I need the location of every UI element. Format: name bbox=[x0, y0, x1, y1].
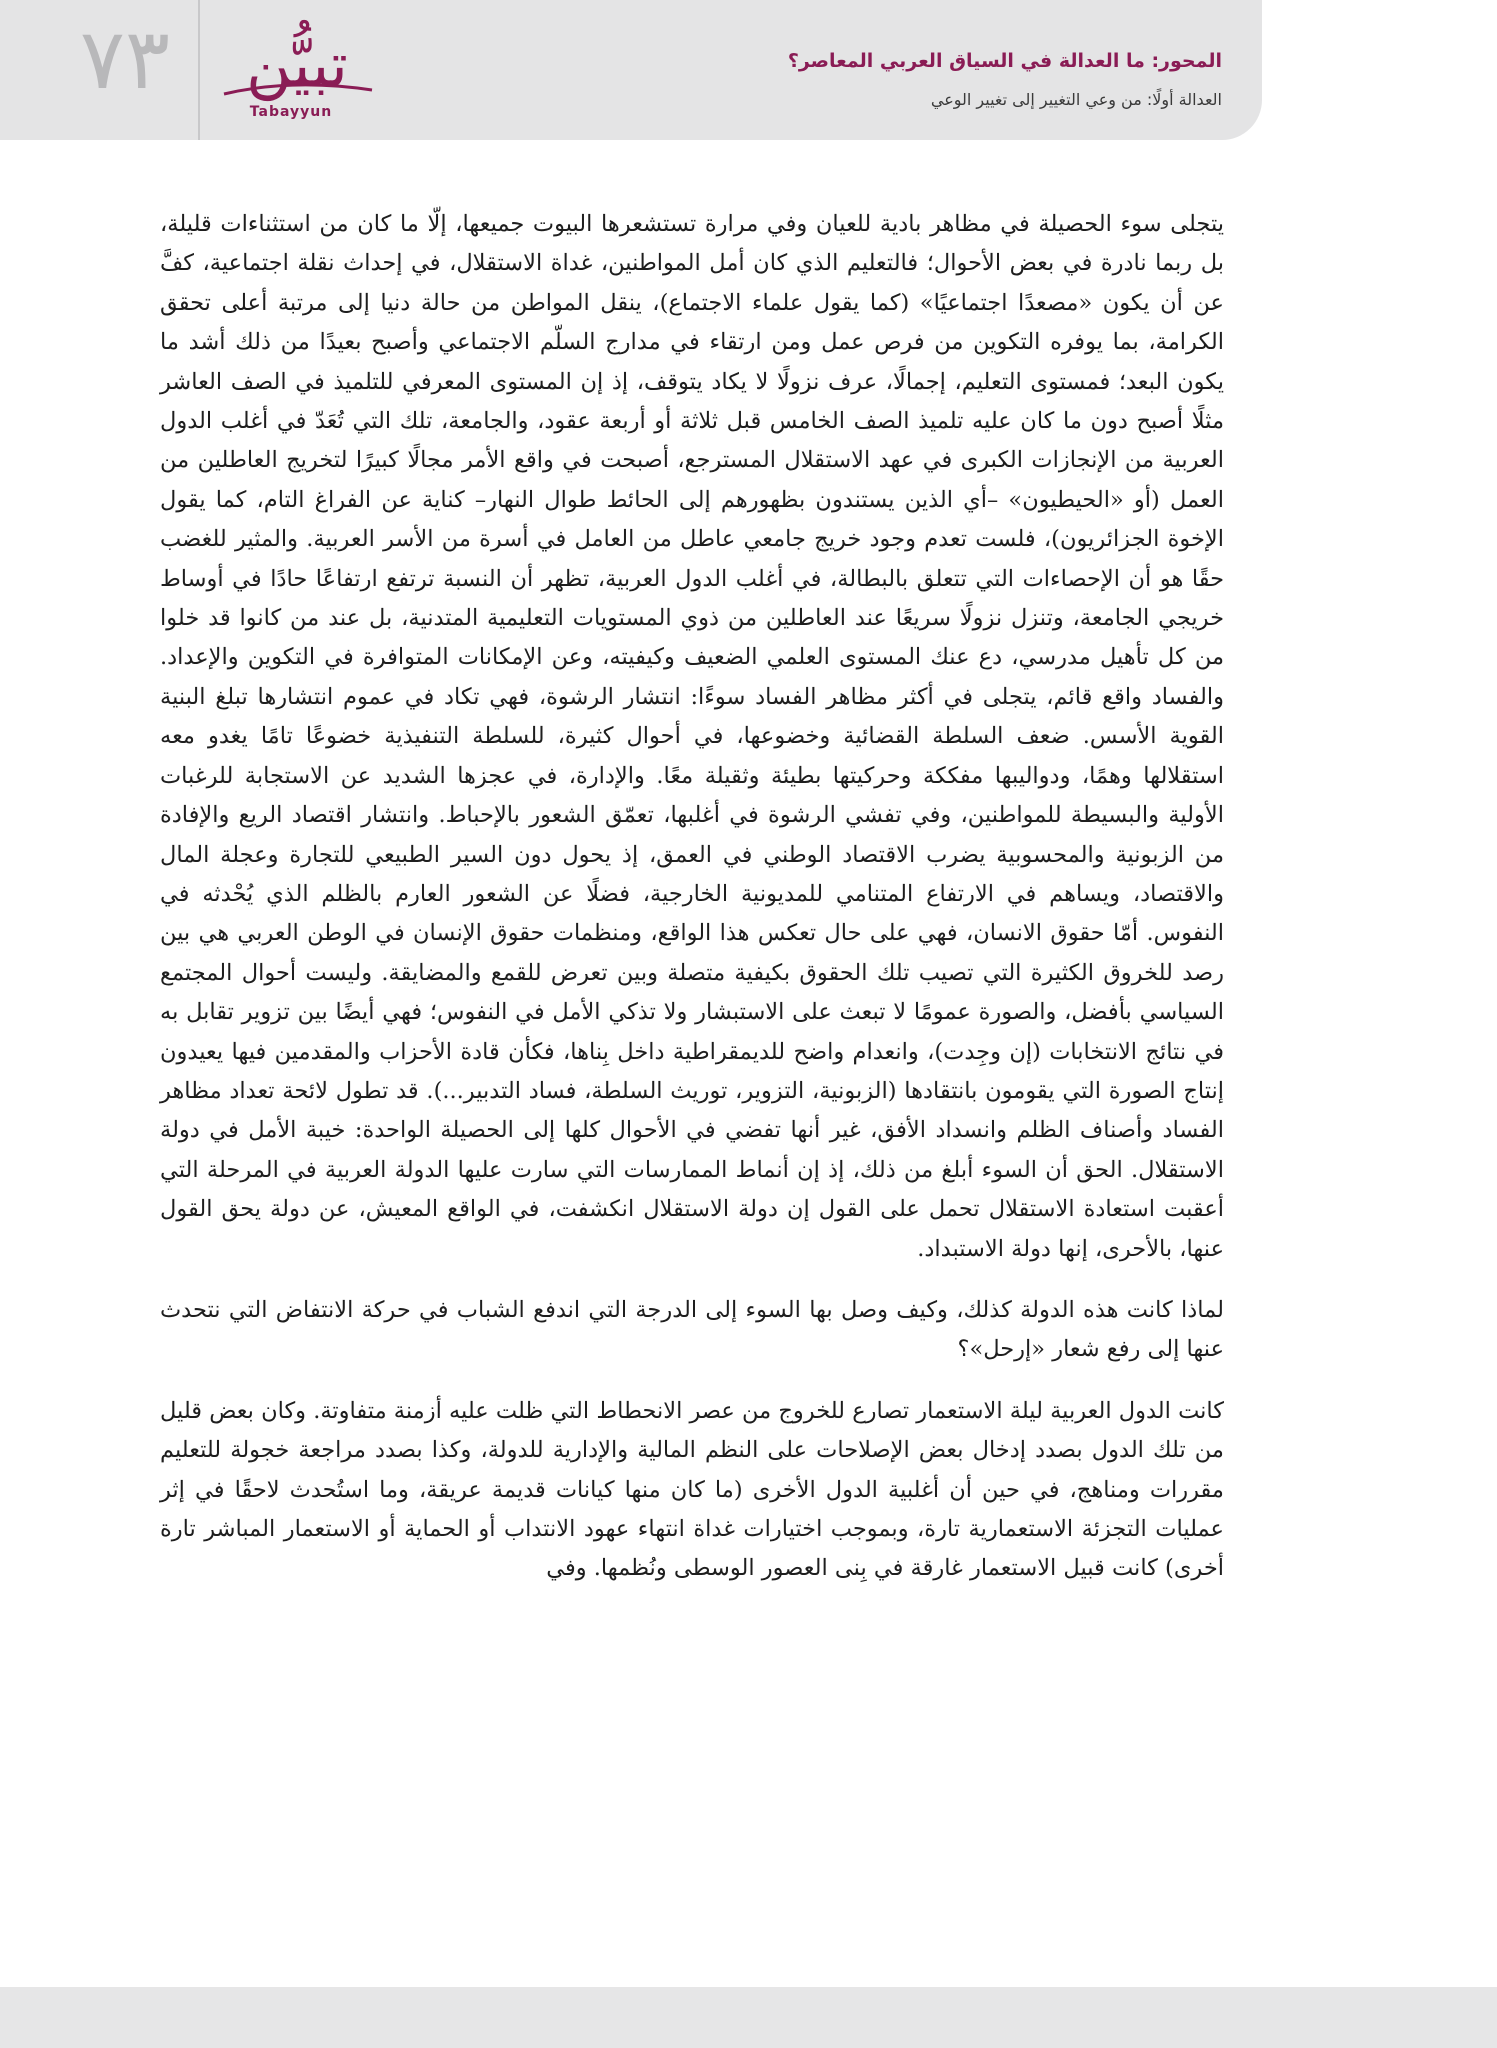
page-header bbox=[0, 0, 1262, 140]
journal-logo bbox=[212, 18, 382, 130]
paragraph-1: يتجلى سوء الحصيلة في مظاهر بادية للعيان وفي مرارة تستشعرها البيوت جميعها، إلّا ما كان من استثناءات قليلة، بل ربما نادرة في بعض الأحوال؛ فالتعليم الذي كان أمل المواطنين، غداة الاستقلال، في إحداث نقلة اجتماعية، كفَّ عن أن يكون «مصعدًا اجتماعيًا» (كما يقول علماء الاجتماع)، ينقل المواطن من حالة دنيا إلى مرتبة أعلى تحقق الكرامة، بما يوفره التكوين من فرص عمل ومن ارتقاء في مدارج السلّم الاجتماعي وأصبح بعيدًا من ذلك أشد ما يكون البعد؛ فمستوى التعليم، إجمالًا، عرف نزولًا لا يكاد يتوقف، إذ إن المستوى المعرفي للتلميذ في الصف العاشر مثلًا أصبح دون ما كان عليه تلميذ الصف الخامس قبل ثلاثة أو أربعة عقود، والجامعة، تلك التي تُعَدّ في أغلب الدول العربية من الإنجازات الكبرى في عهد الاستقلال المسترجع، أصبحت في واقع الأمر مجالًا كبيرًا لتخريج العاطلين من العمل (أو «الحيطيون» –أي الذين يستندون بظهورهم إلى الحائط طوال النهار– كناية عن الفراغ التام، كما يقول الإخوة الجزائريون)، فلست تعدم وجود خريج جامعي عاطل من العامل في أسرة من الأسر العربية. والمثير للغضب حقًا هو أن الإحصاءات التي تتعلق بالبطالة، في أغلب الدول العربية، تظهر أن النسبة ترتفع ارتفاعًا حادًا في أوساط خريجي الجامعة، وتنزل نزولًا سريعًا عند العاطلين من ذوي المستويات التعليمية المتدنية، بل عند من كانوا قد خلوا من كل تأهيل مدرسي، دع عنك المستوى العلمي الضعيف وكيفيته، وعن الإمكانات المتوافرة في التكوين والإعداد. والفساد واقع قائم، يتجلى في أكثر مظاهر الفساد سوءًا: انتشار الرشوة، فهي تكاد في عموم انتشارها تبلغ البنية القوية الأسس. ضعف السلطة القضائية وخضوعها، في أحوال كثيرة، للسلطة التنفيذية خضوعًا تامًا يغدو معه استقلالها وهمًا، ودواليبها مفككة وحركيتها بطيئة وثقيلة معًا. والإدارة، في عجزها الشديد عن الاستجابة للرغبات الأولية والبسيطة للمواطنين، وفي تفشي الرشوة في أغلبها، تعمّق الشعور بالإحباط. وانتشار اقتصاد الريع والإفادة من الزبونية والمحسوبية يضرب الاقتصاد الوطني في العمق، إذ يحول دون السير الطبيعي للتجارة وعجلة المال والاقتصاد، ويساهم في الارتفاع المتنامي للمديونية الخارجية، فضلًا عن الشعور العارم بالظلم الذي يُحْدثه في النفوس. أمّا حقوق الانسان، فهي على حال تعكس هذا الواقع، ومنظمات حقوق الإنسان في الوطن العربي هي بين رصد للخروق الكثيرة التي تصيب تلك الحقوق بكيفية متصلة وبين تعرض للقمع والمضايقة. وليست أحوال المجتمع السياسي بأفضل، والصورة عمومًا لا تبعث على الاستبشار ولا تذكي الأمل في النفوس؛ فهي أيضًا بين تزوير تقابل به في نتائج الانتخابات (إن وجِدت)، وانعدام واضح للديمقراطية داخل بِناها، فكأن قادة الأحزاب والمقدمين فيها يعيدون إنتاج الصورة التي يقومون بانتقادها (الزبونية، التزوير، توريث السلطة، فساد التدبير...). قد تطول لائحة تعداد مظاهر الفساد وأصناف الظلم وانسداد الأفق، غير أنها تفضي في الأحوال كلها إلى الحصيلة الواحدة: خيبة الأمل في دولة الاستقلال. الحق أن السوء أبلغ من ذلك، إذ إن أنماط الممارسات التي سارت عليها الدولة العربية في المرحلة التي أعقبت استعادة الاستقلال تحمل على القول إن دولة الاستقلال انكشفت، في الواقع المعيش، عن دولة يحق القول عنها، بالأحرى، إنها دولة الاستبداد. bbox=[160, 211, 1224, 1262]
footer-band bbox=[0, 1987, 1497, 2048]
section-title: المحور: ما العدالة في السياق العربي المعاصر؟ bbox=[787, 50, 1222, 72]
section-subtitle: العدالة أولًا: من وعي التغيير إلى تغيير الوعي bbox=[930, 90, 1222, 109]
page-number: ٧٣ bbox=[79, 10, 171, 108]
paragraph-2: لماذا كانت هذه الدولة كذلك، وكيف وصل بها السوء إلى الدرجة التي اندفع الشباب في حركة الانتفاض التي نتحدث عنها إلى رفع شعار «إرحل»؟ bbox=[160, 1296, 1224, 1363]
logo-arabic-text: تبيُّن bbox=[246, 28, 348, 101]
logo-latin-text: Tabayyun bbox=[249, 104, 333, 120]
paragraph-3: كانت الدول العربية ليلة الاستعمار تصارع للخروج من عصر الانحطاط التي ظلت عليه أزمنة متفاوتة. وكان بعض قليل من تلك الدول بصدد إدخال بعض الإصلاحات على النظم المالية والإدارية للدولة، وكذا بصدد مراجعة خجولة للتعليم مقررات ومناهج، في حين أن أغلبية الدول الأخرى (ما كان منها كيانات قديمة عريقة، وما استُحدث لاحقًا في إثر عمليات التجزئة الاستعمارية تارة، وبموجب اختيارات غداة انتهاء عهود الانتداب أو الحماية أو الاستعمار المباشر تارة أخرى) كانت قبيل الاستعمار غارقة في بِنى العصور الوسطى ونُظمها. وفي bbox=[160, 1397, 1224, 1582]
header-divider bbox=[198, 0, 200, 140]
article-body bbox=[160, 205, 1224, 1611]
logo-mark bbox=[212, 18, 382, 108]
